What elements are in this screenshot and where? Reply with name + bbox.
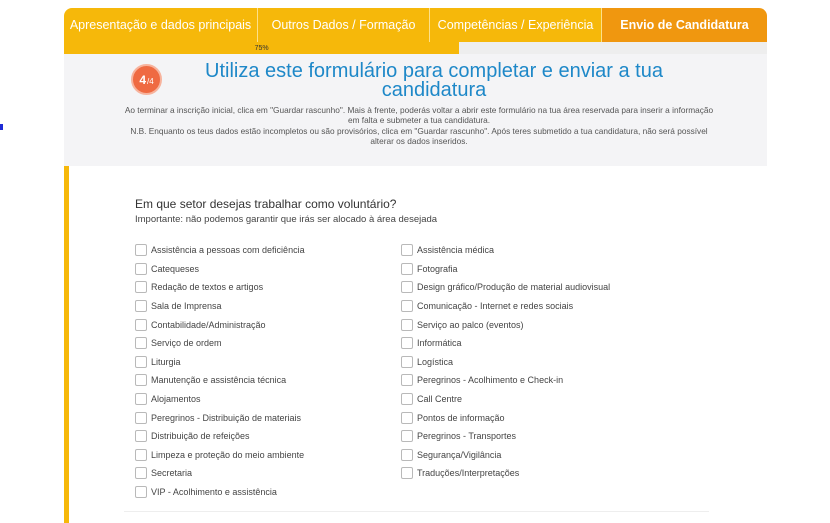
checkbox-option[interactable] <box>135 278 305 297</box>
checkbox-option[interactable] <box>135 446 305 465</box>
checkbox[interactable] <box>135 486 147 498</box>
checkbox[interactable] <box>401 467 413 479</box>
checkbox-option[interactable] <box>401 334 610 353</box>
question-note: Importante: não podemos garantir que irás ser alocado à área desejada <box>135 214 438 225</box>
checkbox-option[interactable] <box>401 297 610 316</box>
progress-label: 75% <box>254 44 269 52</box>
checkbox[interactable] <box>135 319 147 331</box>
wizard-tabs <box>64 8 767 42</box>
checkbox[interactable] <box>135 467 147 479</box>
checkbox-label: Assistência a pessoas com deficiência <box>151 245 305 256</box>
tab-envio-candidatura[interactable]: Envio de Candidatura <box>602 8 767 42</box>
question-label: Em que setor desejas trabalhar como voluntário? <box>135 197 397 211</box>
checkbox-option[interactable] <box>401 427 610 446</box>
checkbox-option[interactable] <box>401 315 610 334</box>
checkbox[interactable] <box>401 300 413 312</box>
checkbox-option[interactable] <box>401 241 610 260</box>
checkbox-label: VIP - Acolhimento e assistência <box>151 487 277 498</box>
checkbox-label: Sala de Imprensa <box>151 301 222 312</box>
checkbox-option[interactable] <box>401 464 610 483</box>
note-paragraph: N.B. Enquanto os teus dados estão incompletos ou são provisórios, clica em "Guardar rascunho". Após teres submetido a tua candidatura, não será possível alterar os dados inseridos. <box>130 125 708 147</box>
checkbox-option[interactable] <box>135 390 305 409</box>
checkbox-option[interactable] <box>401 278 610 297</box>
checkbox-label: Pontos de informação <box>417 412 505 423</box>
checkbox[interactable] <box>135 449 147 461</box>
form-content <box>64 166 767 523</box>
checkbox-option[interactable] <box>135 408 305 427</box>
checkbox-label: Liturgia <box>151 356 181 367</box>
checkbox[interactable] <box>401 393 413 405</box>
checkbox-label: Informática <box>417 338 462 349</box>
checkbox-option[interactable] <box>135 464 305 483</box>
left-edge-marker <box>0 124 3 130</box>
checkbox-label: Peregrinos - Transportes <box>417 431 517 442</box>
tab-competencias[interactable]: Competências / Experiência <box>430 8 602 42</box>
tab-outros-dados[interactable]: Outros Dados / Formação <box>258 8 430 42</box>
form-header <box>64 54 767 166</box>
divider <box>124 511 709 512</box>
tab-apresentacao[interactable]: Apresentação e dados principais <box>64 8 258 42</box>
checkbox[interactable] <box>401 449 413 461</box>
checkbox[interactable] <box>401 244 413 256</box>
options-column-right <box>401 241 610 483</box>
checkbox[interactable] <box>401 412 413 424</box>
checkbox-option[interactable] <box>401 371 610 390</box>
checkbox[interactable] <box>401 263 413 275</box>
checkbox-option[interactable] <box>135 353 305 372</box>
step-total: /4 <box>147 76 154 86</box>
checkbox-label: Limpeza e proteção do meio ambiente <box>151 449 305 460</box>
checkbox-label: Manutenção e assistência técnica <box>151 375 287 386</box>
checkbox-option[interactable] <box>135 241 305 260</box>
checkbox-label: Serviço ao palco (eventos) <box>417 319 524 330</box>
checkbox-label: Peregrinos - Distribuição de materiais <box>151 412 302 423</box>
form-description <box>124 105 714 147</box>
checkbox-option[interactable] <box>401 260 610 279</box>
checkbox[interactable] <box>135 337 147 349</box>
checkbox-option[interactable] <box>135 260 305 279</box>
checkbox-label: Catequeses <box>151 263 200 274</box>
checkbox-label: Fotografia <box>417 263 458 274</box>
step-current: 4 <box>139 72 146 87</box>
checkbox[interactable] <box>401 337 413 349</box>
checkbox-option[interactable] <box>135 371 305 390</box>
checkbox-label: Distribuição de refeições <box>151 431 250 442</box>
description-paragraph: Ao terminar a inscrição inicial, clica em "Guardar rascunho". Mais à frente, poderás voltar a abrir este formulário na tua área reservada para inserir a informação em falta e submeter a tua candidatura. <box>124 105 714 126</box>
checkbox[interactable] <box>135 374 147 386</box>
checkbox[interactable] <box>401 356 413 368</box>
checkbox[interactable] <box>135 412 147 424</box>
progress-fill <box>64 42 459 54</box>
checkbox-option[interactable] <box>401 408 610 427</box>
checkbox[interactable] <box>135 281 147 293</box>
checkbox-label: Comunicação - Internet e redes sociais <box>417 301 574 312</box>
checkbox-label: Secretaria <box>151 468 193 479</box>
checkbox-label: Redação de textos e artigos <box>151 282 264 293</box>
checkbox-option[interactable] <box>135 483 305 502</box>
checkbox[interactable] <box>135 244 147 256</box>
checkbox-option[interactable] <box>401 446 610 465</box>
checkbox-label: Serviço de ordem <box>151 338 222 349</box>
page-title: Utiliza este formulário para completar e enviar a tua candidatura <box>205 60 663 101</box>
checkbox[interactable] <box>401 430 413 442</box>
checkbox[interactable] <box>401 319 413 331</box>
checkbox-option[interactable] <box>401 353 610 372</box>
checkbox[interactable] <box>135 393 147 405</box>
checkbox[interactable] <box>135 430 147 442</box>
checkbox-label: Peregrinos - Acolhimento e Check-in <box>417 375 564 386</box>
checkbox[interactable] <box>135 300 147 312</box>
checkbox-option[interactable] <box>135 427 305 446</box>
checkbox[interactable] <box>135 356 147 368</box>
checkbox[interactable] <box>401 281 413 293</box>
checkbox-label: Logística <box>417 356 454 367</box>
options-column-left <box>135 241 305 501</box>
checkbox-label: Alojamentos <box>151 394 201 405</box>
checkbox-option[interactable] <box>135 334 305 353</box>
checkbox-option[interactable] <box>401 390 610 409</box>
checkbox-label: Assistência médica <box>417 245 495 256</box>
checkbox[interactable] <box>401 374 413 386</box>
checkbox-label: Design gráfico/Produção de material audiovisual <box>417 282 611 293</box>
checkbox-option[interactable] <box>135 297 305 316</box>
checkbox-label: Call Centre <box>417 394 463 405</box>
checkbox[interactable] <box>135 263 147 275</box>
checkbox-label: Segurança/Vigilância <box>417 449 502 460</box>
accent-bar <box>64 166 69 523</box>
progress-bar <box>64 42 767 54</box>
checkbox-label: Contabilidade/Administração <box>151 319 266 330</box>
step-badge <box>131 64 162 95</box>
checkbox-label: Traduções/Interpretações <box>417 468 520 479</box>
checkbox-option[interactable] <box>135 315 305 334</box>
